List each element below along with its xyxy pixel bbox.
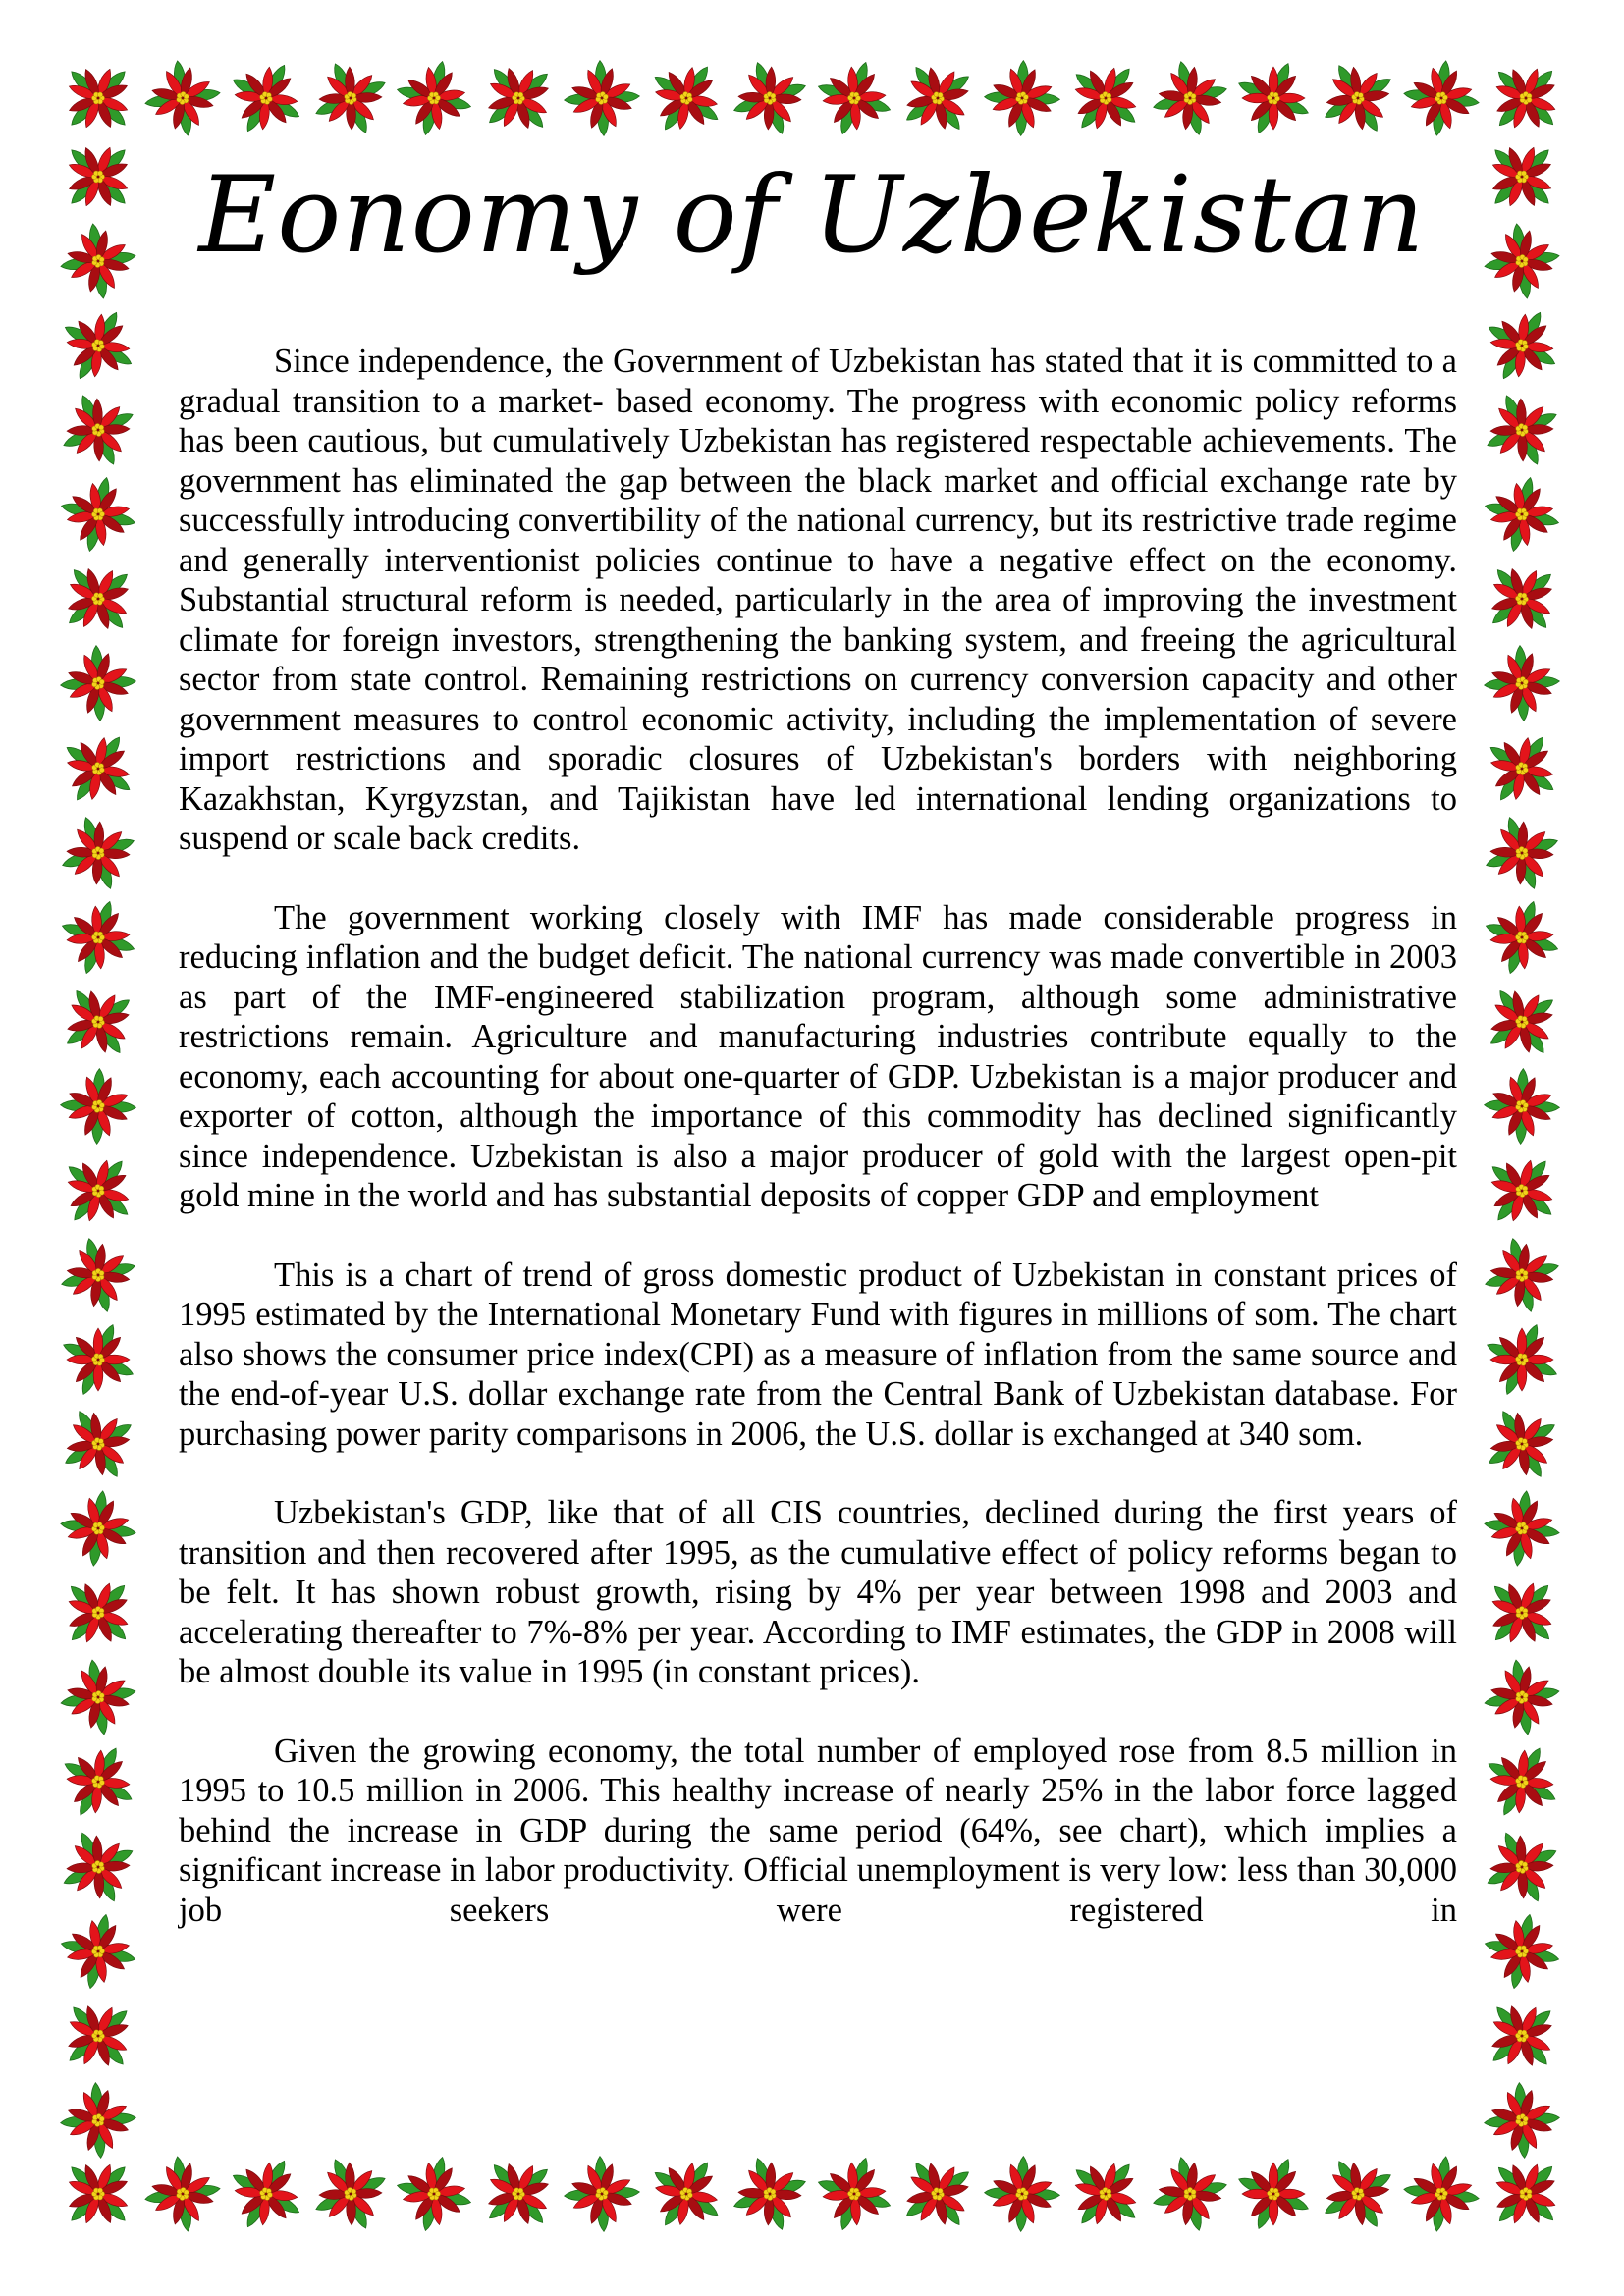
poinsettia-icon (143, 2155, 222, 2233)
border-right (1483, 137, 1565, 2160)
poinsettia-icon (59, 222, 137, 300)
border-top (59, 59, 1565, 141)
poinsettia-icon (1483, 1489, 1561, 1568)
poinsettia-icon (59, 1574, 137, 1652)
poinsettia-icon (59, 898, 137, 977)
poinsettia-icon (59, 306, 137, 385)
poinsettia-icon (1402, 59, 1481, 137)
poinsettia-icon (59, 1489, 137, 1568)
poinsettia-icon (1483, 1997, 1561, 2075)
poinsettia-icon (898, 59, 977, 137)
poinsettia-icon (59, 137, 137, 216)
poinsettia-icon (395, 2155, 473, 2233)
poinsettia-icon (983, 59, 1061, 137)
poinsettia-icon (1066, 2155, 1145, 2233)
poinsettia-icon (1483, 983, 1561, 1061)
poinsettia-icon (1402, 2155, 1481, 2233)
article-body (179, 342, 1457, 1930)
poinsettia-icon (1483, 222, 1561, 300)
poinsettia-icon (815, 59, 893, 137)
poinsettia-icon (1483, 1658, 1561, 1736)
poinsettia-icon (1483, 391, 1561, 469)
poinsettia-icon (143, 59, 222, 137)
poinsettia-icon (311, 2155, 390, 2233)
poinsettia-icon (59, 2155, 137, 2233)
poinsettia-icon (1483, 2081, 1561, 2160)
border-left (59, 137, 141, 2160)
poinsettia-icon (59, 1742, 137, 1821)
poinsettia-icon (59, 814, 137, 892)
poinsettia-icon (1483, 1320, 1561, 1399)
poinsettia-icon (731, 59, 809, 137)
poinsettia-icon (647, 59, 726, 137)
poinsettia-icon (59, 1067, 137, 1146)
poinsettia-icon (227, 59, 305, 137)
poinsettia-icon (59, 2081, 137, 2160)
poinsettia-icon (1483, 898, 1561, 977)
paragraph-2: The government working closely with IMF has made considerable progress in reducing inflation and the budget deficit. The national currency was made convertible in 2003 as part of the IMF-engineered stabilization program, although some administrative restrictions remain. Agriculture and manufacturing industries contribute equally to the economy, each accounting for about one-quarter of GDP. Uzbekistan is a major producer and exporter of cotton, although the importance of this commodity has declined significantly since independence. Uzbekistan is also a major producer of gold with the largest open-pit gold mine in the world and has substantial deposits of copper GDP and employment (179, 898, 1457, 1214)
poinsettia-icon (563, 59, 641, 137)
poinsettia-icon (1483, 475, 1561, 554)
poinsettia-icon (1066, 59, 1145, 137)
poinsettia-icon (983, 2155, 1061, 2233)
poinsettia-icon (1151, 59, 1229, 137)
poinsettia-icon (59, 1997, 137, 2075)
poinsettia-icon (647, 2155, 726, 2233)
poinsettia-icon (1151, 2155, 1229, 2233)
poinsettia-icon (311, 59, 390, 137)
poinsettia-icon (479, 59, 558, 137)
poinsettia-icon (1483, 1574, 1561, 1652)
poinsettia-icon (1483, 1828, 1561, 1906)
poinsettia-icon (59, 1151, 137, 1230)
poinsettia-icon (1234, 59, 1313, 137)
poinsettia-icon (59, 1828, 137, 1906)
poinsettia-icon (59, 644, 137, 722)
poinsettia-icon (1483, 1405, 1561, 1483)
poinsettia-icon (1483, 1742, 1561, 1821)
poinsettia-icon (59, 560, 137, 638)
poinsettia-icon (59, 475, 137, 554)
poinsettia-icon (1483, 729, 1561, 808)
poinsettia-icon (1483, 137, 1561, 216)
poinsettia-icon (59, 1320, 137, 1399)
poinsettia-icon (1483, 1151, 1561, 1230)
poinsettia-icon (227, 2155, 305, 2233)
poinsettia-icon (1483, 1912, 1561, 1991)
poinsettia-icon (1319, 2155, 1397, 2233)
poinsettia-icon (898, 2155, 977, 2233)
poinsettia-icon (1483, 644, 1561, 722)
poinsettia-icon (1483, 306, 1561, 385)
poinsettia-icon (563, 2155, 641, 2233)
poinsettia-icon (1483, 560, 1561, 638)
poinsettia-icon (1483, 814, 1561, 892)
poinsettia-icon (59, 1405, 137, 1483)
poinsettia-icon (395, 59, 473, 137)
poinsettia-icon (479, 2155, 558, 2233)
poinsettia-icon (731, 2155, 809, 2233)
poinsettia-icon (59, 729, 137, 808)
paragraph-1: Since independence, the Government of Uzbekistan has stated that it is committed to a gradual transition to a market- based economy. The progress with economic policy reforms has been cautious, but cumulatively Uzbekistan has registered respectable achievements. The government has eliminated the gap between the black market and official exchange rate by successfully introducing convertibility of the national currency, but its restrictive trade regime and generally interventionist policies continue to have a negative effect on the economy. Substantial structural reform is needed, particularly in the area of improving the investment climate for foreign investors, strengthening the banking system, and freeing the agricultural sector from state control. Remaining restrictions on currency conversion capacity and other government measures to control economic activity, including the implementation of severe import restrictions and sporadic closures of Uzbekistan's borders with neighboring Kazakhstan, Kyrgyzstan, and Tajikistan have led international lending organizations to suspend or scale back credits. (179, 343, 1457, 857)
border-bottom (59, 2155, 1565, 2237)
poinsettia-icon (59, 1658, 137, 1736)
poinsettia-icon (1319, 59, 1397, 137)
poinsettia-icon (1234, 2155, 1313, 2233)
poinsettia-icon (815, 2155, 893, 2233)
poinsettia-icon (59, 59, 137, 137)
paragraph-4: Uzbekistan's GDP, like that of all CIS countries, declined during the first years of transition and then recovered after 1995, as the cumulative effect of policy reforms began to be felt. It has shown robust growth, rising by 4% per year between 1998 and 2003 and accelerating thereafter to 7%-8% per year. According to IMF estimates, the GDP in 2008 will be almost double its value in 1995 (in constant prices). (179, 1494, 1457, 1690)
poinsettia-icon (1483, 1236, 1561, 1314)
poinsettia-icon (1487, 59, 1565, 137)
poinsettia-icon (59, 391, 137, 469)
poinsettia-icon (1483, 1067, 1561, 1146)
poinsettia-icon (59, 1912, 137, 1991)
page-title: Eonomy of Uzbekistan (198, 154, 1426, 277)
paragraph-5: Given the growing economy, the total number of employed rose from 8.5 million in 1995 to 10.5 million in 2006. This healthy increase of nearly 25% in the labor force lagged behind the increase in GDP during the same period (64%, see chart), which implies a significant increase in labor productivity. Official unemployment is very low: less than 30,000 job seekers were registered in (179, 1732, 1457, 1929)
paragraph-3: This is a chart of trend of gross domestic product of Uzbekistan in constant prices of 1995 estimated by the International Monetary Fund with figures in millions of som. The chart also shows the consumer price index(CPI) as a measure of inflation from the same source and the end-of-year U.S. dollar exchange rate from the Central Bank of Uzbekistan database. For purchasing power parity comparisons in 2006, the U.S. dollar is exchanged at 340 som. (179, 1255, 1457, 1453)
poinsettia-icon (1487, 2155, 1565, 2233)
poinsettia-icon (59, 983, 137, 1061)
poinsettia-icon (59, 1236, 137, 1314)
